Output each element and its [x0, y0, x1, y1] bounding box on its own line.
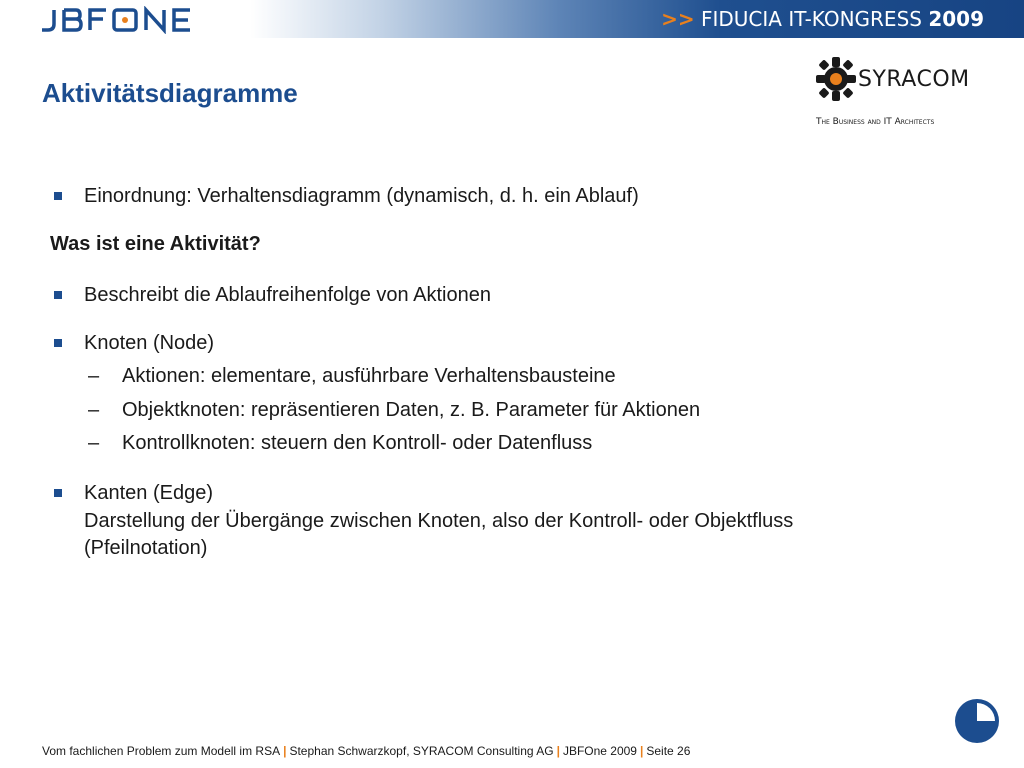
square-bullet-icon [54, 192, 62, 200]
congress-arrows: >> [661, 7, 695, 31]
footer-speaker: Stephan Schwarzkopf, SYRACOM Consulting AG [289, 744, 554, 758]
footer-page-number: Seite 26 [646, 744, 691, 758]
syracom-name: SYRACOM [858, 67, 970, 92]
page-title: Aktivitätsdiagramme [42, 78, 298, 108]
sub-item-objektknoten [88, 397, 701, 423]
dash-marker: – [88, 365, 100, 387]
footer-event: JBFOne 2009 [562, 744, 637, 758]
bullet-kanten-line3: (Pfeilnotation) [84, 537, 208, 559]
dash-marker: – [88, 432, 100, 454]
sub-item-text: Kontrollknoten: steuern den Kontroll- oder Datenfluss [122, 432, 593, 454]
bullet-einordnung [84, 183, 639, 209]
square-bullet-icon [54, 291, 62, 299]
header-bar [0, 0, 1024, 38]
bullet-kanten-line2: Darstellung der Übergänge zwischen Knoten, also der Kontroll- oder Objektfluss [84, 510, 794, 532]
sub-item-text: Objektknoten: repräsentieren Daten, z. B. Parameter für Aktionen [122, 399, 701, 421]
bullet-text: Beschreibt die Ablaufreihenfolge von Aktionen [84, 284, 491, 306]
sub-item-text: Aktionen: elementare, ausführbare Verhaltensbausteine [122, 365, 616, 387]
square-bullet-icon [54, 339, 62, 347]
progress-pie-icon [953, 697, 1001, 745]
bullet-knoten [84, 330, 214, 356]
footer [42, 744, 690, 758]
congress-year: 2009 [928, 7, 984, 31]
footer-talk-title: Vom fachlichen Problem zum Modell im RSA [42, 744, 281, 758]
jbfone-logo [40, 6, 210, 34]
syracom-gear-icon [816, 56, 856, 102]
bullet-text: Einordnung: Verhaltensdiagramm (dynamisch, d. h. ein Ablauf) [84, 185, 639, 207]
bullet-text: Kanten (Edge) [84, 482, 213, 504]
syracom-logo [812, 54, 992, 134]
sub-item-kontrollknoten [88, 430, 593, 456]
sub-item-aktionen [88, 363, 616, 389]
footer-separator: | [556, 744, 560, 758]
bullet-kanten [84, 480, 213, 506]
footer-separator: | [639, 744, 644, 758]
syracom-tagline: The Business and IT Architects [816, 117, 935, 127]
dash-marker: – [88, 399, 100, 421]
congress-name: FIDUCIA IT-KONGRESS [700, 7, 922, 31]
bullet-text: Knoten (Node) [84, 332, 215, 354]
footer-separator: | [283, 744, 287, 758]
section-heading: Was ist eine Aktivität? [50, 233, 261, 255]
square-bullet-icon [54, 489, 62, 497]
congress-label [661, 7, 984, 31]
bullet-ablauf [84, 282, 491, 308]
